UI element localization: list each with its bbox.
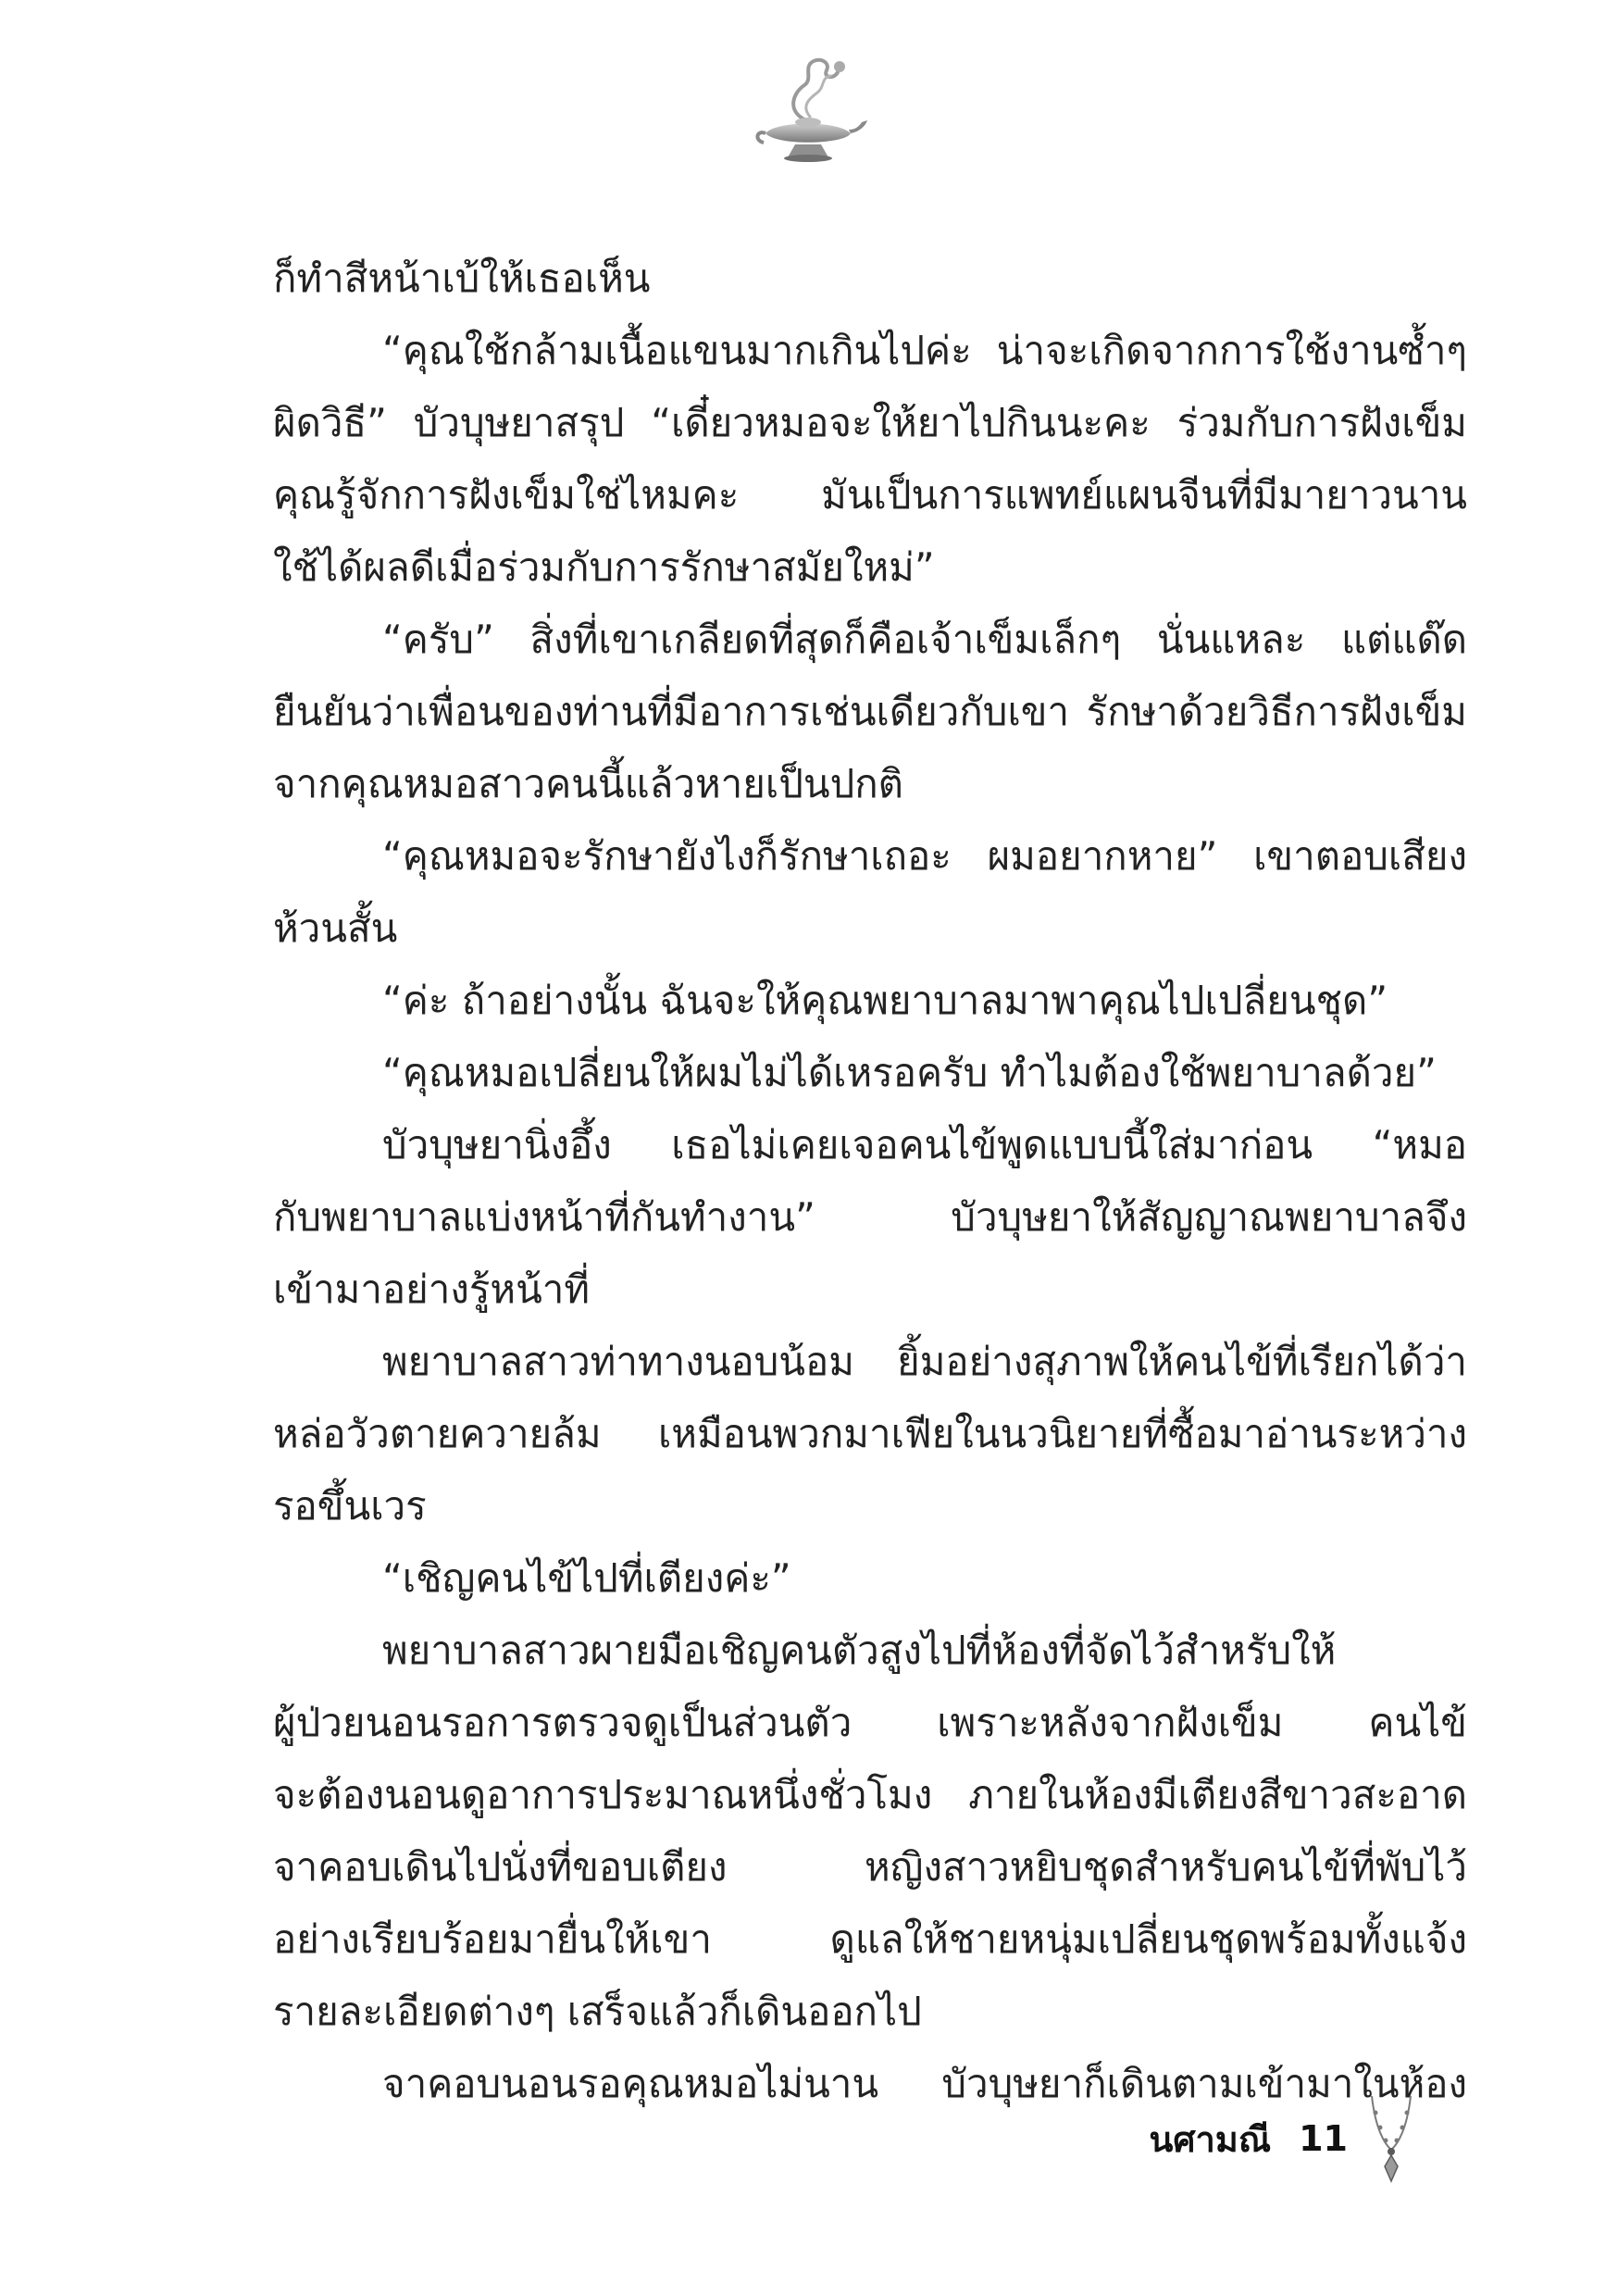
text-line: จากคุณหมอสาวคนนี้แล้วหายเป็นปกติ	[273, 761, 903, 806]
text-line: “คุณหมอจะรักษายังไงก็รักษาเถอะ ผมอยากหาย” เขาตอบเสียง	[382, 833, 1467, 879]
text-line: ยืนยันว่าเพื่อนของท่านที่มีอาการเช่นเดียวกับเขา รักษาด้วยวิธีการฝังเข็ม	[273, 689, 1467, 734]
text-line: “ครับ” สิ่งที่เขาเกลียดที่สุดก็คือเจ้าเข็มเล็กๆ นั่นแหละ แต่แด๊ด	[382, 617, 1467, 662]
text-line: “เชิญคนไข้ไปที่เตียงค่ะ”	[382, 1555, 791, 1601]
text-line: “คุณหมอเปลี่ยนให้ผมไม่ได้เหรอครับ ทำไมต้องใช้พยาบาลด้วย”	[382, 1050, 1437, 1095]
text-line: รายละเอียดต่างๆ เสร็จแล้วก็เดินออกไป	[273, 1989, 922, 2034]
text-line: “คุณใช้กล้ามเนื้อแขนมากเกินไปค่ะ น่าจะเกิดจากการใช้งานซ้ำๆ	[382, 328, 1467, 373]
text-line: ผู้ป่วยนอนรอการตรวจดูเป็นส่วนตัว เพราะหลังจากฝังเข็ม คนไข้	[273, 1700, 1467, 1745]
text-line: รอขึ้นเวร	[273, 1483, 427, 1529]
text-line: เข้ามาอย่างรู้หน้าที่	[273, 1267, 591, 1312]
text-line: จาคอบนอนรอคุณหมอไม่นาน บัวบุษยาก็เดินตามเข้ามาในห้อง	[382, 2061, 1467, 2106]
page-number: 11	[1299, 2118, 1348, 2159]
page-footer	[1149, 2102, 1414, 2176]
text-line: อย่างเรียบร้อยมายื่นให้เขา ดูแลให้ชายหนุ่มเปลี่ยนชุดพร้อมทั้งแจ้ง	[273, 1916, 1467, 1962]
text-line: บัวบุษยานิ่งอึ้ง เธอไม่เคยเจอคนไข้พูดแบบนี้ใส่มาก่อน “หมอ	[382, 1122, 1467, 1167]
text-line: ก็ทำสีหน้าเบ้ให้เธอเห็น	[273, 256, 651, 301]
text-line: ห้วนสั้น	[273, 905, 398, 951]
text-line: จาคอบเดินไปนั่งที่ขอบเตียง หญิงสาวหยิบชุดสำหรับคนไข้ที่พับไว้	[273, 1844, 1467, 1890]
text-line: กับพยาบาลแบ่งหน้าที่กันทำงาน” บัวบุษยาให้สัญญาณพยาบาลจึง	[273, 1194, 1467, 1240]
text-line: พยาบาลสาวผายมือเชิญคนตัวสูงไปที่ห้องที่จัดไว้สำหรับให้	[382, 1628, 1337, 1673]
text-line: พยาบาลสาวท่าทางนอบน้อม ยิ้มอย่างสุภาพให้คนไข้ที่เรียกได้ว่า	[382, 1339, 1467, 1384]
text-line: หล่อวัวตายควายล้ม เหมือนพวกมาเฟียในนวนิยายที่ซื้อมาอ่านระหว่าง	[273, 1411, 1467, 1456]
genie-lamp-logo-icon	[749, 56, 869, 167]
text-line: จะต้องนอนดูอาการประมาณหนึ่งชั่วโมง ภายในห้องมีเตียงสีขาวสะอาด	[273, 1772, 1467, 1817]
text-line: ใช้ได้ผลดีเมื่อร่วมกับการรักษาสมัยใหม่”	[273, 544, 935, 590]
text-line: ผิดวิธี” บัวบุษยาสรุป “เดี๋ยวหมอจะให้ยาไปกินนะคะ ร่วมกับการฝังเข็ม	[273, 400, 1467, 445]
body-text	[273, 243, 1467, 2120]
text-line: “ค่ะ ถ้าอย่างนั้น ฉันจะให้คุณพยาบาลมาพาคุณไปเปลี่ยนชุด”	[382, 978, 1388, 1023]
running-title: นศามณี	[1149, 2118, 1272, 2160]
necklace-pendant-icon	[1368, 2092, 1414, 2185]
text-line: คุณรู้จักการฝังเข็มใช่ไหมคะ มันเป็นการแพทย์แผนจีนที่มีมายาวนาน	[273, 472, 1467, 518]
